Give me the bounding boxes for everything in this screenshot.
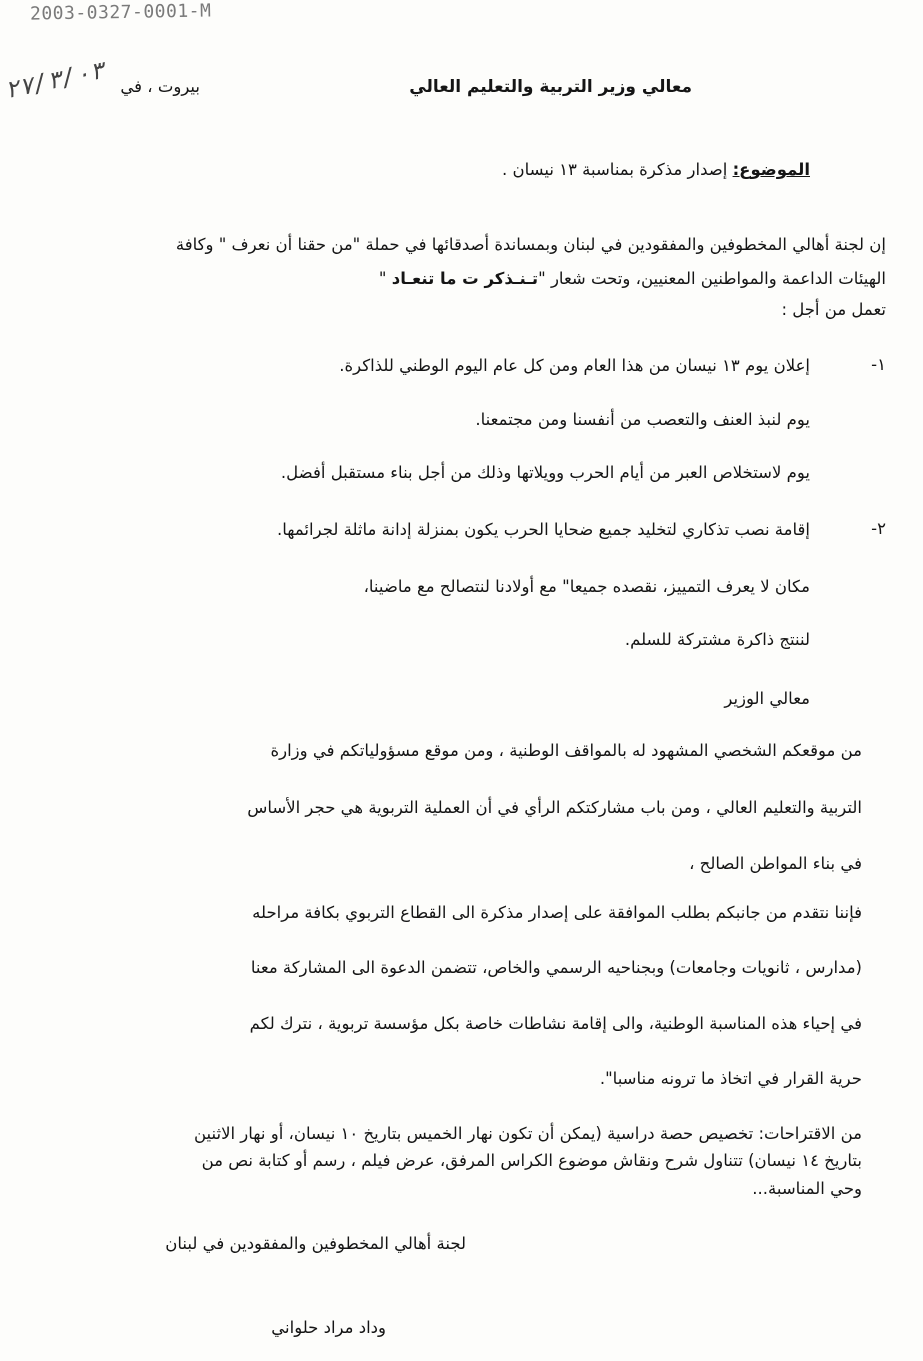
signature-org: لجنة أهالي المخطوفين والمفقودين في لبنان xyxy=(165,1234,466,1253)
suggestions-line-3: وحي المناسبة... xyxy=(752,1179,862,1198)
body-line-2: التربية والتعليم العالي ، ومن باب مشاركتكم الرأي في أن العملية التربوية هي حجر الأساس xyxy=(247,798,862,817)
item-1-title: إعلان يوم ١٣ نيسان من هذا العام ومن كل عام اليوم الوطني للذاكرة. xyxy=(339,356,810,375)
intro-line-2-pre: الهيئات الداعمة والمواطنين المعنيين، وتحت شعار " xyxy=(538,269,886,288)
intro-line-2-post: " xyxy=(378,269,392,288)
signature-name: وداد مراد حلواني xyxy=(271,1318,386,1337)
body-line-7: حرية القرار في اتخاذ ما ترونه مناسبا". xyxy=(599,1069,862,1088)
subject-line xyxy=(502,159,810,181)
item-1-line-2: يوم لاستخلاص العبر من أيام الحرب وويلاتها وذلك من أجل بناء مستقبل أفضل. xyxy=(280,463,810,482)
handwritten-date: ٢٧/٣/٠٣ xyxy=(2,55,107,105)
subject-text: إصدار مذكرة بمناسبة ١٣ نيسان . xyxy=(501,160,733,179)
item-2-line-2: لننتج ذاكرة مشتركة للسلم. xyxy=(624,630,810,649)
suggestions-line-2: بتاريخ ١٤ نيسان) تتناول شرح ونقاش موضوع الكراس المرفق، عرض فيلم ، رسم أو كتابة نص من xyxy=(201,1151,862,1170)
recipient-title: معالي وزير التربية والتعليم العالي xyxy=(409,77,692,97)
item-1-line-1: يوم لنبذ العنف والتعصب من أنفسنا ومن مجتمعنا. xyxy=(475,410,810,429)
item-1-number: ١- xyxy=(871,355,886,374)
campaign-slogan: تـنـذكر ت ما تنعـاد xyxy=(391,269,539,288)
item-2-line-1: مكان لا يعرف التمييز، نقصده جميعا" مع أولادنا لنتصالح مع ماضينا، xyxy=(363,577,810,596)
place-date: بيروت ، في xyxy=(120,77,200,96)
subject-label: الموضوع: xyxy=(732,160,810,179)
intro-line-1: إن لجنة أهالي المخطوفين والمفقودين في لبنان وبمساندة أصدقائها في حملة "من حقنا أن نعرف " وكافة xyxy=(175,235,886,254)
body-line-5: (مدارس ، ثانويات وجامعات) وبجناحيه الرسمي والخاص، تتضمن الدعوة الى المشاركة معنا xyxy=(250,958,862,977)
suggestions-line-1: من الاقتراحات: تخصيص حصة دراسية (يمكن أن تكون نهار الخميس بتاريخ ١٠ نيسان، أو نهار الاثنين xyxy=(193,1124,862,1143)
intro-line-2 xyxy=(379,268,886,290)
item-2-title: إقامة نصب تذكاري لتخليد جميع ضحايا الحرب يكون بمنزلة إدانة ماثلة لجرائمها. xyxy=(277,520,810,539)
body-line-6: في إحياء هذه المناسبة الوطنية، والى إقامة نشاطات خاصة بكل مؤسسة تربوية ، نترك لكم xyxy=(249,1014,862,1033)
item-2-number: ٢- xyxy=(871,519,886,538)
body-line-1: من موقعكم الشخصي المشهود له بالمواقف الوطنية ، ومن موقع مسؤولياتكم في وزارة xyxy=(270,741,862,760)
salutation: معالي الوزير xyxy=(724,689,810,708)
body-line-3: في بناء المواطن الصالح ، xyxy=(689,854,862,873)
body-line-4: فإننا نتقدم من جانبكم بطلب الموافقة على إصدار مذكرة الى القطاع التربوي بكافة مراحله xyxy=(252,903,862,922)
intro-line-3: تعمل من أجل : xyxy=(781,300,886,319)
archive-code: 2003-0327-0001-M xyxy=(29,0,212,25)
